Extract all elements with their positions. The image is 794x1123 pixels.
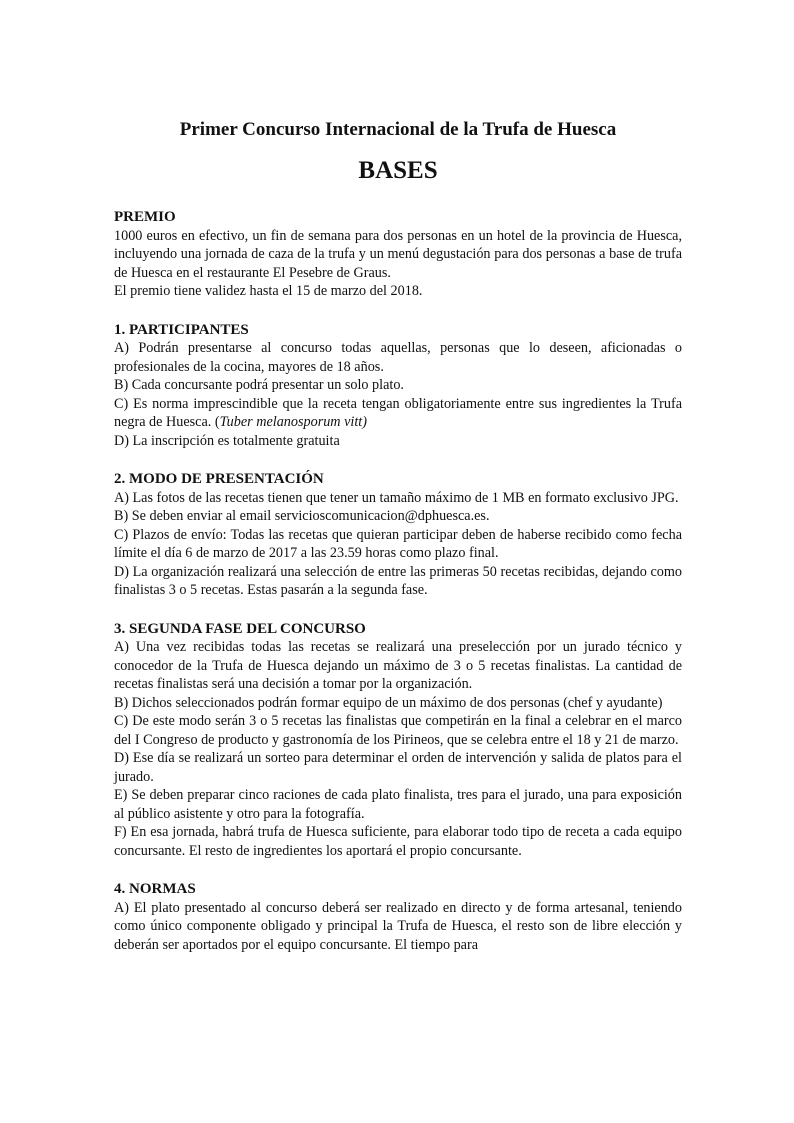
section-presentacion [114, 470, 682, 600]
document-page [114, 118, 682, 954]
list-item [114, 395, 682, 432]
list-item: F) En esa jornada, habrá trufa de Huesca suficiente, para elaborar todo tipo de receta a cada equipo concursante. El resto de ingredientes los aportará el propio concursante. [114, 824, 682, 859]
section-heading: 2. MODO DE PRESENTACIÓN [114, 471, 324, 487]
document-title: Primer Concurso Internacional de la Trufa de Huesca [179, 119, 617, 140]
section-premio [114, 208, 682, 301]
list-item: D) Ese día se realizará un sorteo para determinar el orden de intervención y salida de platos para el jurado. [114, 750, 682, 785]
section-heading: 4. NORMAS [114, 881, 196, 897]
section-heading: 1. PARTICIPANTES [114, 321, 249, 338]
list-item: B) Cada concursante podrá presentar un solo plato. [114, 377, 404, 393]
item-text: C) Es norma imprescindible que la receta tengan obligatoriamente entre sus ingredientes la Trufa negra de Huesca. ( [114, 395, 682, 430]
section-participantes [114, 321, 682, 451]
premio-paragraph: 1000 euros en efectivo, un fin de semana para dos personas en un hotel de la provincia de Huesca, incluyendo una jornada de caza de la trufa y un menú degustación para dos personas a base de trufa de Huesca en el restaurante El Pesebre de Graus. [114, 227, 682, 281]
section-heading: 3. SEGUNDA FASE DEL CONCURSO [114, 620, 366, 637]
list-item: A) Una vez recibidas todas las recetas se realizará una preselección por un jurado técnico y conocedor de la Trufa de Huesca dejando un máximo de 3 o 5 recetas finalistas. La cantidad de recetas finalistas será una decisión a tomar por la organización. [114, 639, 682, 692]
species-name: Tuber melanosporum vitt) [219, 414, 367, 430]
list-item: A) El plato presentado al concurso deberá ser realizado en directo y de forma artesanal, teniendo como único componente obligado y principal la Trufa de Huesca, el resto son de libre elección y deberán ser aportados por el equipo concursante. El tiempo para [114, 899, 682, 953]
list-item: D) La inscripción es totalmente gratuita [114, 432, 340, 449]
list-item: E) Se deben preparar cinco raciones de cada plato finalista, tres para el jurado, una para exposición al público asistente y otro para la fotografía. [114, 787, 682, 822]
list-item: D) La organización realizará una selección de entre las primeras 50 recetas recibidas, dejando como finalistas 3 o 5 recetas. Estas pasarán a la segunda fase. [114, 563, 682, 598]
section-heading: PREMIO [114, 209, 176, 225]
list-item: A) Podrán presentarse al concurso todas aquellas, personas que lo deseen, aficionadas o profesionales de la cocina, mayores de 18 años. [114, 340, 682, 375]
list-item: B) Dichos seleccionados podrán formar equipo de un máximo de dos personas (chef y ayudante) [114, 694, 663, 711]
premio-validity: El premio tiene validez hasta el 15 de marzo del 2018. [114, 283, 423, 299]
list-item: C) De este modo serán 3 o 5 recetas las finalistas que competirán en la final a celebrar en el marco del I Congreso de producto y gastronomía de los Pirineos, que se celebra entre el 18 y 21 de marzo. [114, 713, 682, 748]
section-segunda-fase [114, 620, 682, 861]
document-subtitle: BASES [358, 157, 438, 184]
list-item: B) Se deben enviar al email servicioscomunicacion@dphuesca.es. [114, 508, 490, 524]
section-normas [114, 880, 682, 954]
list-item: C) Plazos de envío: Todas las recetas que quieran participar deben de haberse recibido como fecha límite el día 6 de marzo de 2017 a las 23.59 horas como plazo final. [114, 526, 682, 561]
list-item: A) Las fotos de las recetas tienen que tener un tamaño máximo de 1 MB en formato exclusivo JPG. [114, 489, 679, 506]
